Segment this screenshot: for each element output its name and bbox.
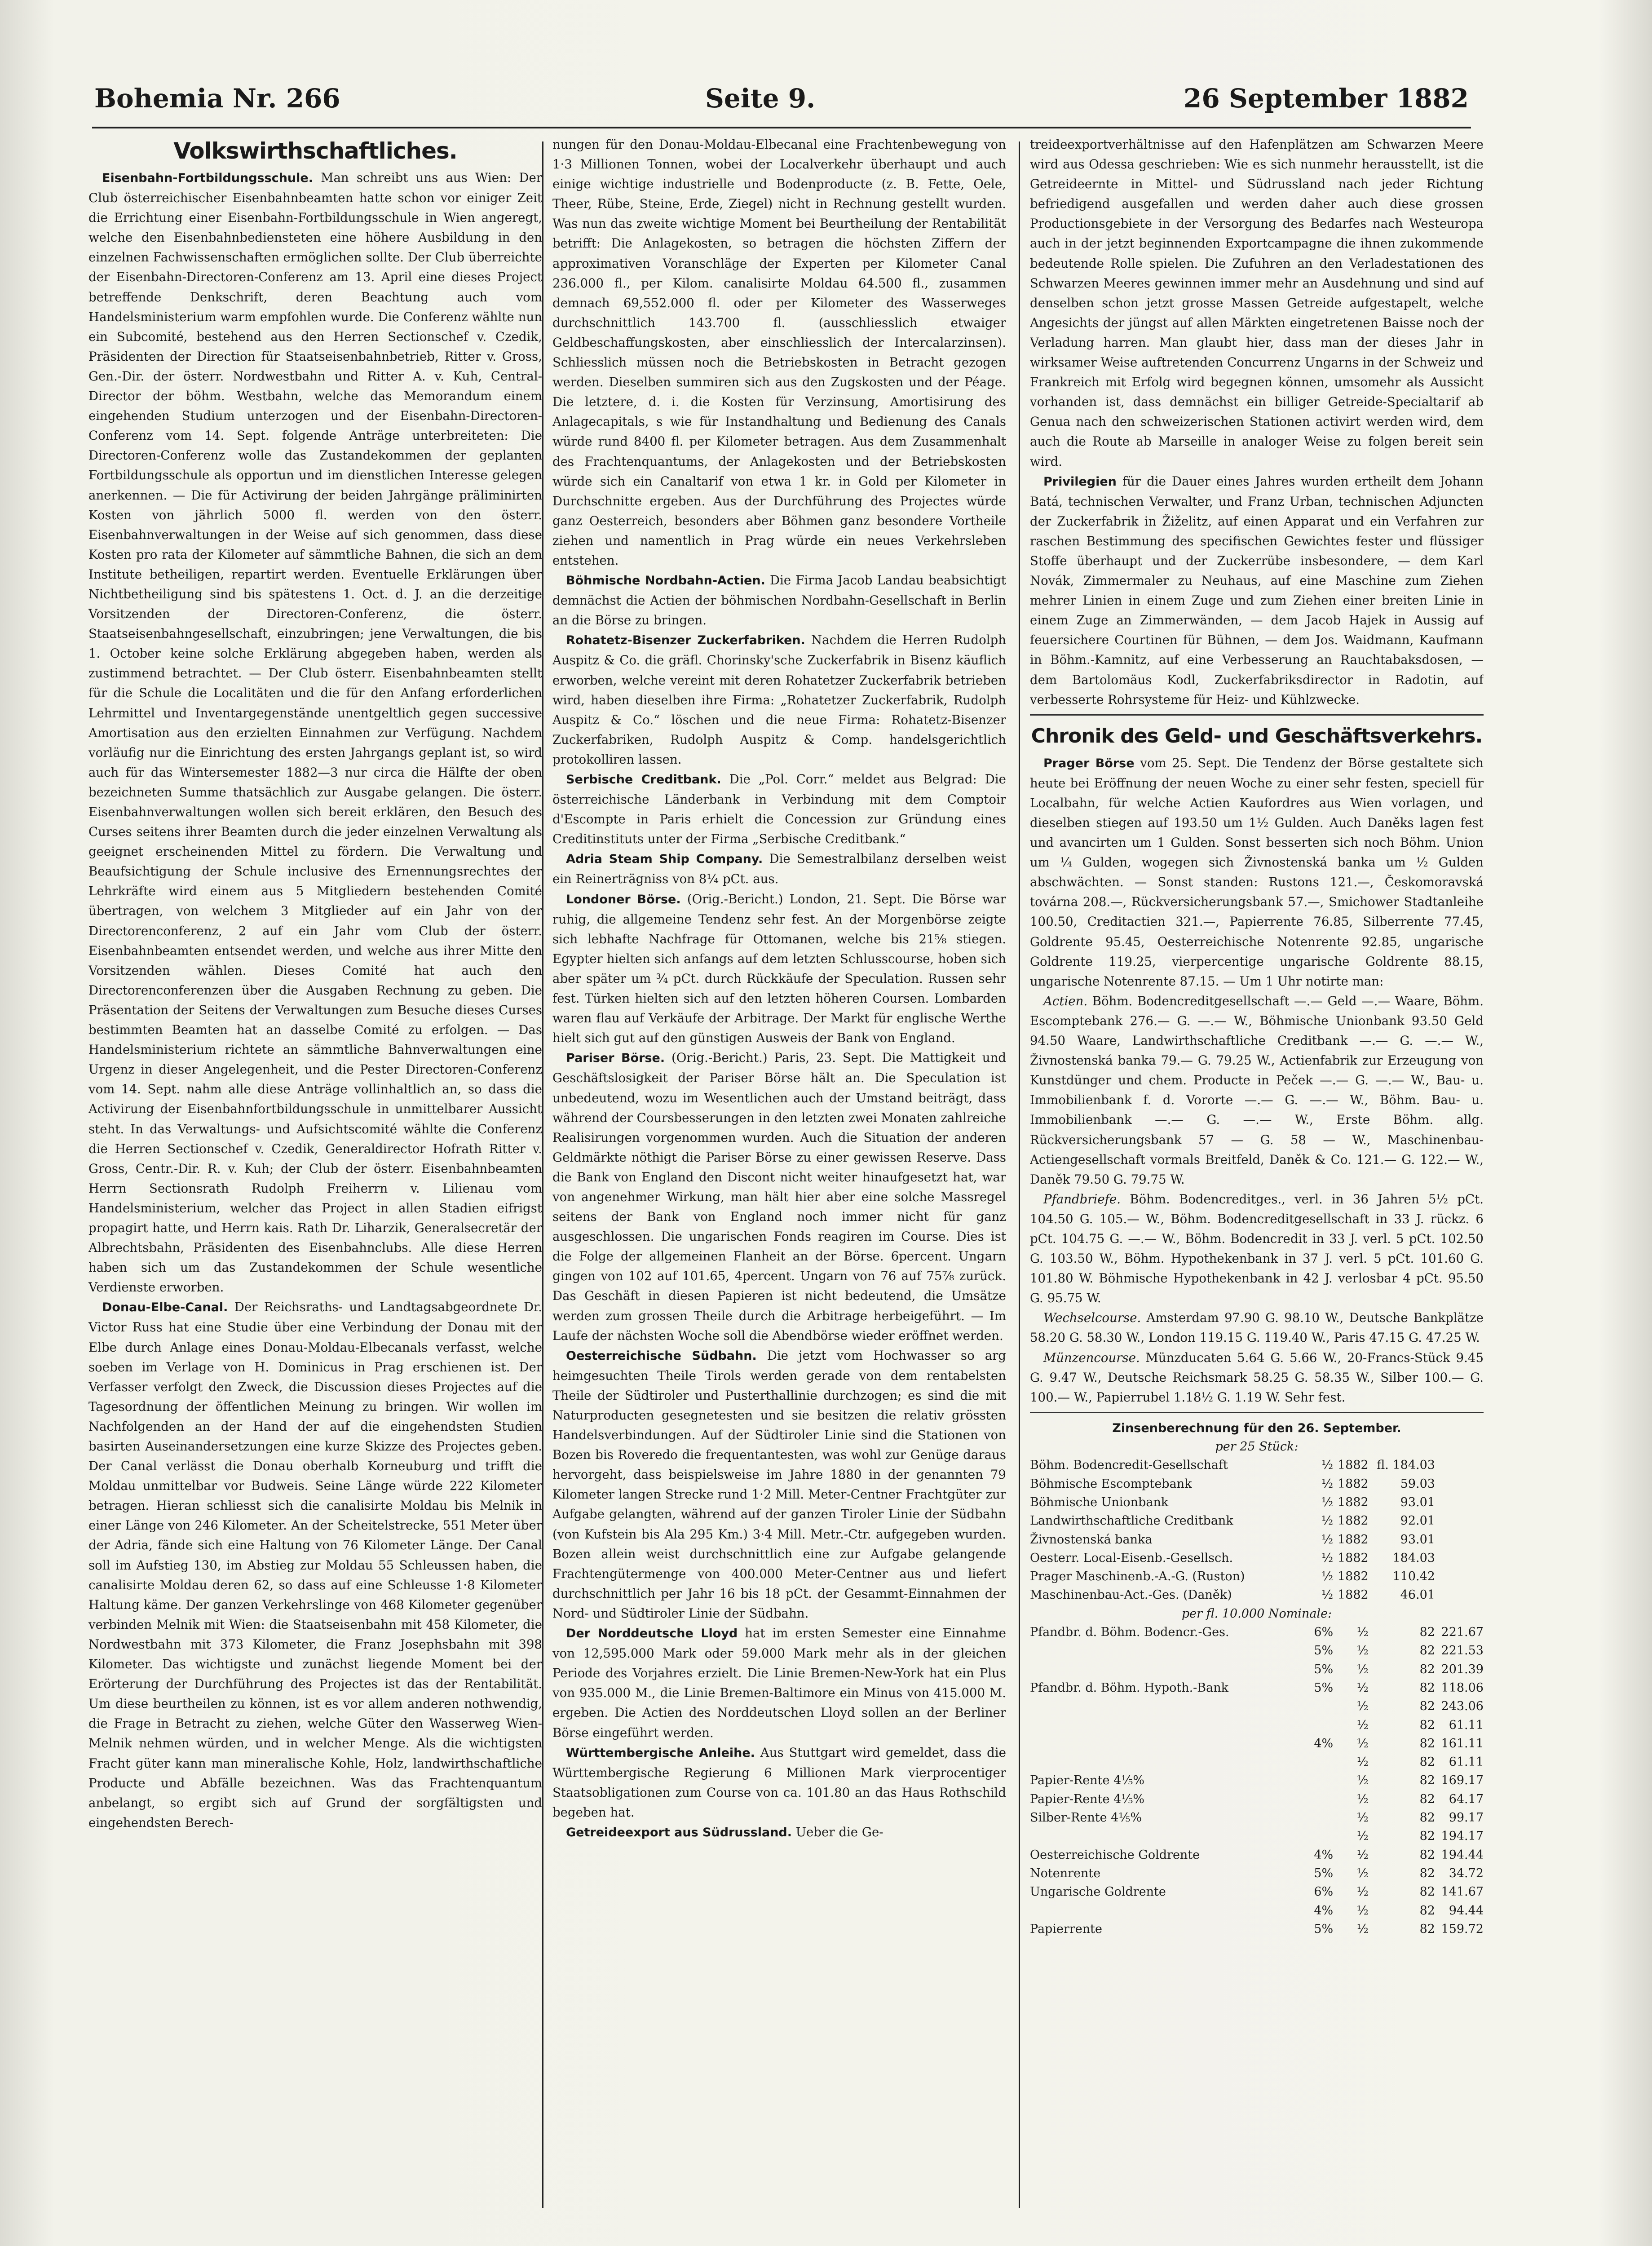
table-row [1030,1808,1484,1827]
table-cell: Maschinenbau-Act.-Ges. (Daněk) [1030,1588,1232,1602]
article-heading: Pfandbriefe. [1043,1191,1121,1207]
table-cell: 159.72 [1441,1922,1484,1936]
table-cell: 82 [1419,1829,1435,1844]
table-cell: 5% [1314,1662,1334,1676]
table-cell: 82 [1419,1680,1435,1695]
table-cell: ½ [1356,1625,1369,1640]
article-paragraph [552,630,1006,769]
table-cell [1311,1697,1333,1715]
article-text: (Orig.-Bericht.) London, 21. Sept. Die Börse war ruhig, die allgemeine Tendenz sehr fest. An der Morgenbörse zeigte sich lebhafte Nachfrage für Ottomanen, welche bis 21⅝ stiegen. Egypter hielten sich anfangs auf dem letzten Schlusscourse, hoben sich aber später um ¾ pCt. durch Rückkäufe der Speculation. Russen sehr fest. Türken hielten sich auf den letzten höheren Coursen. Lombarden waren flau auf Verkäufe der Arbitrage. Der Markt für englische Werthe hielt sich gut auf den günstigen Ausweis der Bank von England. [552,891,1006,1046]
table-cell: 6% [1314,1625,1334,1640]
table-cell: Prager Maschinenb.-A.-G. (Ruston) [1030,1570,1245,1584]
table-cell: 82 [1419,1848,1435,1862]
table-cell: Papierrente [1030,1922,1102,1936]
table-cell: 82 [1419,1662,1435,1676]
table-cell: ½ [1321,1532,1334,1547]
article-paragraph [1030,753,1484,991]
table-cell: 82 [1419,1736,1435,1751]
table-cell [1311,1790,1333,1808]
table-cell: 82 [1419,1885,1435,1899]
table-cell: ½ [1321,1477,1334,1491]
table-row [1030,1660,1484,1679]
table-subheading: per fl. 10.000 Nominale: [1181,1606,1332,1621]
table-cell: 1882 [1338,1458,1369,1472]
table-cell: 34.72 [1449,1866,1484,1880]
table-row [1030,1586,1484,1604]
table-cell: 82 [1419,1903,1435,1918]
article-text: Die Firma Jacob Landau beabsichtigt demnächst die Actien der böhmischen Nordbahn-Gesellschaft in Berlin an die Börse zu bringen. [552,573,1006,628]
article-heading: Eisenbahn-Fortbildungsschule. [102,171,313,185]
table-row [1030,1567,1484,1586]
table-cell: 99.17 [1449,1811,1484,1825]
table-row [1030,1771,1484,1790]
table-cell: Böhm. Bodencredit-Gesellschaft [1030,1458,1228,1472]
table-cell: 118.06 [1441,1680,1484,1695]
table-cell: ½ [1356,1662,1369,1676]
table-row [1030,1641,1484,1660]
table-cell: ½ [1356,1644,1369,1658]
table-row [1030,1475,1484,1493]
article-text: Der Reichsraths- und Landtagsabgeordnete Dr. Victor Russ hat eine Studie über eine Verbindung der Donau mit der Elbe durch Anlage eines Donau-Moldau-Elbecanals verfasst, welche soeben im Verlage von H. Dominicus in Prag erschienen ist. Der Verfasser verfolgt den Zweck, die Discussion dieses Projectes auf die Tagesordnung der öffentlichen Meinung zu bringen. Wir wollen im Nachfolgenden an der Hand der auf die eingehendsten Studien basirten Auseinandersetzungen eine kurze Skizze des Projectes geben. Der Canal verlässt die Donau oberhalb Korneuburg und trifft die Moldau unmittelbar vor Budweis. Seine Länge würde 222 Kilometer betragen. Hieran schliesst sich die canalisirte Moldau bis Melnik in einer Länge von 246 Kilometer. An der Scheitelstrecke, 551 Meter über der Adria, fände sich eine Haltung von 76 Kilometer Länge. Der Canal soll im Aufstieg 130, im Abstieg zur Moldau 55 Schleussen haben, die canalisirte Moldau deren 62, so dass auf eine Schleusse 1·8 Kilometer Haltung käme. Der ganzen Verkehrslinge von 468 Kilometer gegenüber verbinden Melnik mit Wien: die Staatseisenbahn mit 458 Kilometer, die Nordwestbahn mit 373 Kilometer, die Franz Josephsbahn mit 398 Kilometer. Das wichtigste und zunächst liegende Moment bei der Erörterung der Durchführung des Projectes ist das der Rentabilität. Um diese beurtheilen zu können, ist es vor allem anderen nothwendig, die Frage in Betracht zu ziehen, welche Güter den Wasserweg Wien-Melnik nehmen würden, und in welcher Menge. Als die wichtigsten Fracht güter kann man mineralische Kohle, Holz, landwirthschaftliche Producte und Abfälle bezeichnen. Was das Frachtenquantum anbelangt, so ergibt sich auf Grund der sorgfältigsten und eingehendsten Berech- [88,1300,542,1830]
table-row [1030,1512,1484,1530]
article-heading: Pariser Börse. [566,1051,665,1066]
article-paragraph [552,1048,1006,1345]
table-cell: 221.53 [1441,1644,1484,1658]
table-cell: 46.01 [1400,1588,1435,1602]
article-heading: Privilegien [1043,474,1117,489]
table-cell: ½ [1321,1495,1334,1509]
table-row [1030,1493,1484,1512]
article-text: Man schreibt uns aus Wien: Der Club österreichischer Eisenbahnbeamten hatte schon vor einiger Zeit die Errichtung einer Eisenbahn-Fortbildungsschule in Wien angeregt, welche den Eisenbahnbediensteten eine höhere Ausbildung in den einzelnen Fachwissenschaften ermöglichen sollte. Der Club überreichte der Eisenbahn-Directoren-Conferenz am 13. April eine dieses Project betreffende Denkschrift, deren Beachtung auch vom Handelsministerium warm empfohlen wurde. Die Conferenz wählte nun ein Subcomité, bestehend aus den Herren Sectionschef v. Czedik, Präsidenten der Direction für Staatseisenbahnbetrieb, Ritter v. Gross, Gen.-Dir. der österr. Nordwestbahn und Ritter A. v. Kuh, Central-Director der böhm. Westbahn, welche das Memorandum einem eingehenden Studium unterzogen und der Eisenbahn-Directoren-Conferenz vom 14. Sept. folgende Anträge unterbreiteten: Die Directoren-Conferenz wolle das Zustandekommen der geplanten Fortbildungsschule als opportun und im dienstlichen Interesse gelegen anerkennen. — Die für Activirung der beiden Jahrgänge präliminirten Kosten von jährlich 5000 fl. werden von den österr. Eisenbahnverwaltungen in der Weise auf sich genommen, dass diese Kosten pro rata der Kilometer auf sämmtliche Bahnen, die sich an dem Institute betheiligen, repartirt werden. Eventuelle Erklärungen über Nichtbetheiligung sind bis spätestens 1. Oct. d. J. an die derzeitige Vorsitzenden der Directoren-Conferenz, die österr. Staatseisenbahngesellschaft, einzubringen; jene Verwaltungen, die bis 1. October keine solche Erklärung abgegeben haben, werden als zustimmend betrachtet. — Der Club österr. Eisenbahnbeamten stellt für die Schule die Localitäten und die für den Anfang erforderlichen Lehrmittel und Inventargegenstände unentgeltlich gegen successive Amortisation aus den erzielten Einnahmen zur Verfügung. Nachdem vorläufig nur die Einrichtung des ersten Jahrgangs geplant ist, so wird auch für das Wintersemester 1882—3 nur circa die Hälfte der oben bezeichneten Summe thatsächlich zur Ausgabe gelangen. Die österr. Eisenbahnverwaltungen wollen sich bereit erklären, den Besuch des Curses seitens ihrer Beamten durch die jeder einzelnen Verwaltung als geeignet erscheinenden Mittel zu fördern. Die Verwaltung und Beaufsichtigung der Schule inclusive des Ernennungsrechtes der Lehrkräfte wird einem aus 5 Mitgliedern bestehenden Comité übertragen, von welchem 3 Mitglieder auf ein Jahr von der Directorenconferenz, 2 auf ein Jahr vom Club der österr. Eisenbahnbeamten entsendet werden, und welche aus ihrer Mitte den Vorsitzenden wählen. Dieses Comité hat auch den Directorenconferenzen über die Ausgaben Rechnung zu geben. Die Präsentation der Seitens der Verwaltungen zum Besuche dieses Curses bestimmten Beamten hat an dasselbe Comité zu erfolgen. — Das Handelsministerium richtete an sämmtliche Bahnverwaltungen eine Urgenz in dieser Angelegenheit, und die Pester Directoren-Conferenz vom 14. Sept. nahm alle diese Anträge vollinhaltlich an, so dass die Activirung der Eisenbahnfortbildungsschule in unmittelbarer Aussicht steht. In das Verwaltungs- und Aufsichtscomité wählte die Conferenz die Herren Sectionschef v. Czedik, Generaldirector Hofrath Ritter v. Gross, Centr.-Dir. R. v. Kuh; der Club der österr. Eisenbahnbeamten Herrn Sectionsrath Rudolph Freiherrn v. Lilienau vom Handelsministerium, welcher das Project in allen Stadien eifrigst propagirt hatte, und Herrn kais. Rath Dr. Liharzik, Generalsecretär der Albrechtsbahn, Präsidenten des Eisenbahnclubs. Alle diese Herren haben sich um das Zustandekommen der Schule wesentliche Verdienste erworben. [88,170,542,1295]
table-cell [1030,1901,1311,1920]
table-cell: 243.06 [1441,1699,1484,1714]
table-cell: 61.11 [1449,1718,1484,1732]
article-paragraph [552,1346,1006,1623]
article-text: Münzducaten 5.64 G. 5.66 W., 20-Francs-Stück 9.45 G. 9.47 W., Deutsche Reichsmark 58.25 G. 58.35 W., Silber 100.— G. 100.— W., Papierrubel 1.18½ G. 1.19 W. Sehr fest. [1030,1350,1484,1405]
table-cell: ½ [1356,1755,1369,1769]
table-cell: 5% [1314,1922,1334,1936]
table-cell: 82 [1419,1866,1435,1880]
table-cell: Böhmische Escomptebank [1030,1477,1192,1491]
table-cell: ½ [1356,1885,1369,1899]
table-cell [1311,1808,1333,1827]
table-cell: 82 [1419,1644,1435,1658]
table-cell [1030,1641,1311,1660]
table-row [1030,1920,1484,1938]
table-cell: ½ [1356,1680,1369,1695]
table-cell: Notenrente [1030,1866,1101,1880]
section-title-money-chronicle: Chronik des Geld- und Geschäftsverkehrs. [1031,724,1483,747]
column-divider [1019,141,1020,2208]
table-cell: 161.11 [1441,1736,1484,1751]
table-title: Zinsenberechnung für den 26. September. [1112,1421,1401,1435]
table-cell: 6% [1314,1885,1334,1899]
article-heading: Der Norddeutsche Lloyd [566,1627,738,1641]
article-paragraph [552,1822,1006,1843]
table-cell [1311,1753,1333,1771]
table-cell [1030,1734,1311,1753]
table-cell: 61.11 [1449,1755,1484,1769]
article-paragraph [88,168,542,1297]
table-cell: 82 [1419,1625,1435,1640]
table-cell: 1882 [1338,1551,1369,1565]
table-cell: 5% [1314,1866,1334,1880]
column-3 [1030,135,1484,2210]
table-cell: 184.03 [1392,1551,1435,1565]
article-text: (Orig.-Bericht.) Paris, 23. Sept. Die Mattigkeit und Geschäftslosigkeit der Pariser Börse hält an. Die Speculation ist unbedeutend, wozu im Wesentlichen auch der Umstand beiträgt, dass während der Coursbesserungen in den letzten zwei Monaten zahlreiche Realisirungen vorgenommen wurden. Auch die Situation der anderen Geldmärkte nöthigt die Pariser Börse zu einer gewissen Reserve. Dass die Bank von England den Discont nicht weiter hinaufgesetzt hat, war von angenehmer Wirkung, man hält hier aber eine solche Massregel seitens der Bank von England noch immer nicht für ganz ausgeschlossen. Die ungarischen Fonds reagiren im Course. Dies ist die Folge der allgemeinen Flanheit an der Börse. 6percent. Ungarn gingen von 102 auf 101.65, 4percent. Ungarn von 76 auf 75⅞ zurück. Das Geschäft in diesen Papieren ist nicht bedeutend, die Umsätze werden zum grossen Theile durch die Arbitrage herbeigeführt. — Im Laufe der nächsten Woche soll die Abendbörse wieder eröffnet werden. [552,1050,1006,1343]
table-cell: Papier-Rente 4⅕% [1030,1792,1145,1806]
table-cell: 201.39 [1441,1662,1484,1676]
table-cell: 1882 [1338,1588,1369,1602]
table-cell: 141.67 [1441,1885,1484,1899]
article-heading: Serbische Creditbank. [566,773,721,787]
article-heading: Oesterreichische Südbahn. [566,1348,757,1363]
section-rule [1030,714,1484,716]
table-cell: 82 [1419,1922,1435,1936]
table-cell: 82 [1419,1718,1435,1732]
table-cell: 82 [1419,1811,1435,1825]
article-heading: Wechselcourse. [1043,1310,1141,1326]
article-paragraph [552,769,1006,849]
article-text: Die jetzt vom Hochwasser so arg heimgesuchten Theile Tirols werden gerade von dem rentabelsten Theile der Südtiroler und Pusterthallinie durchzogen; es sind die mit Naturproducten gesegnetesten und sie besitzen die relativ grössten Handelsverbindungen. Auf der Südtiroler Linie sind die Stationen von Bozen bis Roveredo die frequentantesten, was wohl zur Genüge daraus hervorgeht, dass beispielsweise im Jahre 1880 in der genannten 79 Kilometer langen Strecke rund 1·2 Mill. Meter-Centner Frachtgüter zur Aufgabe gelangten, während auf der ganzen Tiroler Linie der Südbahn (von Kufstein bis Ala 295 Km.) 3·4 Mill. Metr.-Ctr. aufgegeben wurden. Bozen allein weist durchschnittlich eine zur Aufgabe gelangende Frachtengütermenge von 400.000 Meter-Centner aus und liefert durchschnittlich per Jahr 16 bis 18 pCt. der Gesammt-Einnahmen der Nord- und Südtiroler Linie der Südbahn. [552,1348,1006,1621]
table-cell: Živnostenská banka [1030,1532,1153,1547]
table-row [1030,1679,1484,1697]
page-header [94,83,1469,119]
article-text: Die „Pol. Corr.“ meldet aus Belgrad: Die österreichische Länderbank in Verbindung mit dem Comptoir d'Escompte in Paris erhielt die Concession zur Gründung eines Creditinstituts unter der Firma „Serbische Creditbank.“ [552,772,1006,847]
table-cell: 5% [1314,1644,1334,1658]
column-2 [552,135,1006,2210]
table-cell: ½ [1356,1811,1369,1825]
table-row [1030,1530,1484,1549]
article-heading: Actien. [1043,993,1088,1008]
article-heading: Londoner Börse. [566,892,681,906]
table-cell: Silber-Rente 4⅕% [1030,1811,1142,1825]
table-cell: 1882 [1338,1514,1369,1528]
table-cell: 82 [1419,1773,1435,1788]
issue-date: 26 September 1882 [1184,83,1469,114]
article-text: nungen für den Donau-Moldau-Elbecanal eine Frachtenbewegung von 1·3 Millionen Tonnen, wobei der Localverkehr überhaupt und auch einige wichtige industrielle und Bodenproducte (z. B. Fette, Oele, Theer, Rübe, Steine, Erde, Ziegel) nicht in Rechnung gestellt wurden. Was nun das zweite wichtige Moment bei Beurtheilung der Rentabilität betrifft: Die Anlagekosten, so betragen die höchsten Ziffern der approximativen Voranschläge der Experten per Kilometer Canal 236.000 fl., per Kilom. canalisirte Moldau 64.500 fl., zusammen demnach 69,552.000 fl. oder per Kilometer des Wasserweges durchschnittlich 143.700 fl. (ausschliesslich etwaiger Geldbeschaffungskosten, aber einschliesslich der Intercalarzinsen). Schliesslich müssen noch die Betriebskosten in Betracht gezogen werden. Dieselben summiren sich aus den Zugskosten und der Péage. Die letztere, d. i. die Kosten für Verzinsung, Amortisirung des Anlagecapitals, s wie für Instandhaltung und Bedienung des Canals würde rund 8400 fl. per Kilometer betragen. Aus dem Zusammenhalt des Frachtenquantums, der Anlagekosten und der Betriebskosten würde sich ein Canaltarif von etwa 1 kr. in Gold per Kilometer in Durchschnitte ergeben. Aus der Durchführung des Projectes würde ganz Oesterreich, besonders aber Böhmen ganz besondere Vortheile ziehen und namentlich in Prag würde ein neues Verkehrsleben entstehen. [552,137,1006,568]
table-cell: ½ [1356,1792,1369,1806]
table-cell: 4% [1314,1736,1334,1751]
table-cell: 82 [1419,1792,1435,1806]
article-heading: Böhmische Nordbahn-Actien. [566,574,765,588]
table-cell [1030,1716,1311,1734]
table-cell [1311,1716,1333,1734]
table-cell: Ungarische Goldrente [1030,1885,1166,1899]
table-cell: ½ [1321,1570,1334,1584]
article-text: hat im ersten Semester eine Einnahme von 12,595.000 Mark oder 59.000 Mark mehr als in der gleichen Periode des Vorjahres erzielt. Die Linie Bremen-New-York hat ein Plus von 935.000 M., die Linie Bremen-Baltimore ein Minus von 415.000 M. ergeben. Die Actien des Norddeutschen Lloyd sollen an der Berliner Börse eingeführt werden. [552,1626,1006,1740]
table-cell: 59.03 [1400,1477,1435,1491]
article-paragraph [1030,1189,1484,1309]
table-row [1030,1827,1484,1845]
table-cell: 194.17 [1441,1829,1484,1844]
article-text: Böhm. Bodencreditges., verl. in 36 Jahren 5½ pCt. 104.50 G. 105.— W., Böhm. Bodencreditgesellschaft in 33 J. rückz. 6 pCt. 104.75 G. —.— W., Böhm. Bodencredit in 33 J. verl. 5 pCt. 102.50 G. 103.50 W., Böhm. Hypothekenbank in 37 J. verl. 5 pCt. 101.60 G. 101.80 W. Böhmische Hypothekenbank in 42 J. verlosbar 4 pCt. 95.50 G. 95.75 W. [1030,1191,1484,1306]
masthead-title: Bohemia Nr. 266 [94,83,340,114]
table-cell: 93.01 [1400,1532,1435,1547]
table-cell: ½ [1356,1773,1369,1788]
column-1 [88,135,542,2210]
article-text: für die Dauer eines Jahres wurden ertheilt dem Johann Batá, technischen Verwalter, und Franz Urban, technischen Adjuncten der Zuckerfabrik in Žiželitz, auf einen Apparat und ein Verfahren zur raschen Bestimmung des specifischen Gewichtes fester und flüssiger Stoffe überhaupt und der Zuckerrübe insbesondere, — dem Karl Novák, Zimmermaler zu Neuhaus, auf eine Maschine zum Ziehen mehrer Linien in einem Zuge und zum Ziehen einer breiten Linie in einem Zuge an Zimmerwänden, — dem Jacob Hajek in Aussig auf feuersichere Courtinen für Bühnen, — dem Jos. Waidmann, Kaufmann in Böhm.-Kamnitz, auf eine Verbesserung an Rauchtabaksdosen, — dem Bartolomäus Kodl, Zuckerfabriksdirector in Radotin, auf verbesserte Rohrsysteme für Heiz- und Kühlzwecke. [1030,473,1484,707]
article-paragraph [1030,1348,1484,1407]
article-heading: Prager Börse [1043,756,1135,770]
article-paragraph [1030,1308,1484,1348]
table-row [1030,1734,1484,1753]
table-cell: ½ [1321,1588,1334,1602]
table-cell: 94.44 [1449,1903,1484,1918]
article-paragraph [88,1297,542,1833]
table-cell: 194.44 [1441,1848,1484,1862]
table-row [1030,1883,1484,1901]
article-heading: Württembergische Anleihe. [566,1746,755,1760]
article-paragraph [552,1623,1006,1743]
article-paragraph [552,1743,1006,1822]
table-cell: 4% [1314,1848,1334,1862]
table-cell: ½ [1356,1718,1369,1732]
table-cell: 1882 [1338,1495,1369,1509]
table-cell: Oesterr. Local-Eisenb.-Gesellsch. [1030,1551,1233,1565]
table-cell: ½ [1356,1699,1369,1714]
article-paragraph [552,889,1006,1048]
article-heading: Adria Steam Ship Company. [566,852,763,867]
table-cell: ½ [1356,1922,1369,1936]
table-cell: ½ [1356,1903,1369,1918]
table-cell [1311,1827,1333,1845]
table-cell: 4% [1314,1903,1334,1918]
table-cell: ½ [1356,1736,1369,1751]
article-text: treideexportverhältnisse auf den Hafenplätzen am Schwarzen Meere wird aus Odessa geschrieben: Wie es sich nunmehr herausstellt, ist die Getreideernte in Mittel- und Südrussland nach jeder Richtung befriedigend ausgefallen und werden daher auch diese grossen Productionsgebiete in der Versorgung des Bedarfes nach Westeuropa auch in der jetzt beginnenden Exportcampagne die ihnen zukommende bedeutende Rolle spielen. Die Zufuhren an den Verladestationen des Schwarzen Meeres gewinnen immer mehr an Ausdehnung und sind auf denselben schon jetzt grosse Massen Getreide aufgestapelt, welche Angesichts der jüngst auf allen Märkten eingetretenen Baisse noch der Verladung harren. Man glaubt hier, dass man der dieses Jahr in wirksamer Weise auftretenden Concurrenz Ungarns in der Schweiz und Frankreich mit Erfolg wird begegnen können, umsomehr als Aussicht vorhanden ist, dass demnächst ein billiger Getreide-Specialtarif ab Genua nach den schweizerischen Stationen activirt werden wird, dem auch die Route ab Marseille in analoger Weise zu folgen bereit sein wird. [1030,137,1484,469]
table-cell: ½ [1321,1551,1334,1565]
table-cell: ½ [1321,1458,1334,1472]
table-cell: ½ [1321,1514,1334,1528]
interest-table [1030,1419,1484,1938]
article-text: Die Semestralbilanz derselben weist ein Reinerträgniss von 8¼ pCt. aus. [552,851,1006,887]
table-cell: 82 [1419,1699,1435,1714]
table-row [1030,1697,1484,1715]
table-row [1030,1846,1484,1864]
table-cell: Oesterreichische Goldrente [1030,1848,1200,1862]
table-cell: 169.17 [1441,1773,1484,1788]
table-cell: 82 [1419,1755,1435,1769]
article-text: Ueber die Ge- [795,1824,883,1839]
table-cell: Landwirthschaftliche Creditbank [1030,1514,1233,1528]
table-cell [1030,1660,1311,1679]
column-divider [542,141,543,2208]
article-paragraph [552,135,1006,570]
article-text: Aus Stuttgart wird gemeldet, dass die Württembergische Regierung 6 Millionen Mark vierprocentiger Staatsobligationen zum Course von ca. 101.80 an das Haus Rothschild begeben hat. [552,1745,1006,1820]
table-cell: 5% [1314,1680,1334,1695]
article-paragraph [552,570,1006,630]
table-rule [1030,1412,1484,1413]
table-cell: ½ [1356,1829,1369,1844]
article-heading: Münzencourse. [1043,1350,1140,1365]
table-cell: 64.17 [1449,1792,1484,1806]
table-row [1030,1716,1484,1734]
section-title-economics: Volkswirthschaftliches. [173,138,457,164]
table-row [1030,1864,1484,1883]
table-cell: 1882 [1338,1477,1369,1491]
article-heading: Getreideexport aus Südrussland. [566,1825,792,1839]
table-cell: Papier-Rente 4⅕% [1030,1773,1145,1788]
table-cell: 1882 [1338,1532,1369,1547]
table-cell: 110.42 [1392,1570,1435,1584]
table-cell [1311,1771,1333,1790]
article-text: Amsterdam 97.90 G. 98.10 W., Deutsche Bankplätze 58.20 G. 58.30 W., London 119.15 G. 119.40 W., Paris 47.15 G. 47.25 W. [1030,1310,1484,1345]
article-heading: Donau-Elbe-Canal. [102,1300,228,1315]
article-paragraph [1030,135,1484,472]
table-row [1030,1456,1484,1474]
table-cell [1030,1827,1311,1845]
table-row [1030,1549,1484,1567]
table-row [1030,1623,1484,1641]
page-number: Seite 9. [705,83,816,114]
table-row [1030,1901,1484,1920]
article-paragraph [1030,472,1484,710]
table-cell: 1882 [1338,1570,1369,1584]
table-cell: 93.01 [1400,1495,1435,1509]
table-cell: Böhmische Unionbank [1030,1495,1169,1509]
table-cell [1030,1697,1311,1715]
table-cell: 92.01 [1400,1514,1435,1528]
table-cell: fl. 184.03 [1377,1458,1435,1472]
article-text: Böhm. Bodencreditgesellschaft —.— Geld —.— Waare, Böhm. Escomptebank 276.— G. —.— W., Böhmische Unionbank 93.50 Geld 94.50 Waare, Landwirthschaftliche Creditbank —.— G. —.— W., Živnostenská banka 79.— G. 79.25 W., Actienfabrik zur Erzeugung von Kunstdünger und chem. Producte in Peček —.— G. —.— W., Bau- u. Immobilienbank f. d. Vororte —.— G. —.— W., Böhm. Bau- u. Immobilienbank —.— G. —.— W., Erste Böhm. allg. Rückversicherungsbank 57 — G. 58 — W., Maschinenbau-Actiengesellschaft vormals Breitfeld, Daněk & Co. 121.— G. 122.— W., Daněk 79.50 G. 79.75 W. [1030,993,1484,1187]
table-cell: Pfandbr. d. Böhm. Hypoth.-Bank [1030,1680,1228,1695]
table-cell: ½ [1356,1848,1369,1862]
table-row [1030,1753,1484,1771]
table-cell: ½ [1356,1866,1369,1880]
article-text: Nachdem die Herren Rudolph Auspitz & Co. die gräfl. Chorinsky'sche Zuckerfabrik in Bisenz käuflich erworben, welche vereint mit deren Rohatetzer Zuckerfabrik betrieben wird, haben dieselben ihre Firma: „Rohatetzer Zuckerfabrik, Rudolph Auspitz & Co.“ löschen und die neue Firma: Rohatetz-Bisenzer Zuckerfabriken, Rudolph Auspitz & Comp. handelsgerichtlich protokolliren lassen. [552,632,1006,767]
article-heading: Rohatetz-Bisenzer Zuckerfabriken. [566,633,805,648]
header-rule [92,127,1471,128]
table-row [1030,1790,1484,1808]
table-cell: Pfandbr. d. Böhm. Bodencr.-Ges. [1030,1625,1229,1640]
article-paragraph [552,849,1006,889]
table-subheading: per 25 Stück: [1215,1440,1299,1454]
table-cell [1030,1753,1311,1771]
table-cell: 221.67 [1441,1625,1484,1640]
article-paragraph [1030,991,1484,1189]
article-text: vom 25. Sept. Die Tendenz der Börse gestaltete sich heute bei Eröffnung der neuen Woche zu einer sehr festen, speciell für Localbahn, für welche Actien Kaufordres aus Wien vorlagen, und dieselben stiegen auf 193.50 um 1½ Gulden. Auch Daněks lagen fest und avancirten um 1 Gulden. Sonst besserten sich noch Böhm. Union um ¼ Gulden, wogegen sich Živnostenská banka um ½ Gulden abschwächten. — Sonst standen: Rustons 121.—, Českomoravská továrna 208.—, Rückversicherungsbank 57.—, Smichower Stadtanleihe 100.50, Creditactien 321.—, Papierrente 76.85, Silberrente 77.45, Goldrente 95.45, Oesterreichische Notenrente 92.85, ungarische Goldrente 119.25, vierpercentige ungarische Goldrente 88.15, ungarische Notenrente 87.15. — Um 1 Uhr notirte man: [1030,755,1484,989]
